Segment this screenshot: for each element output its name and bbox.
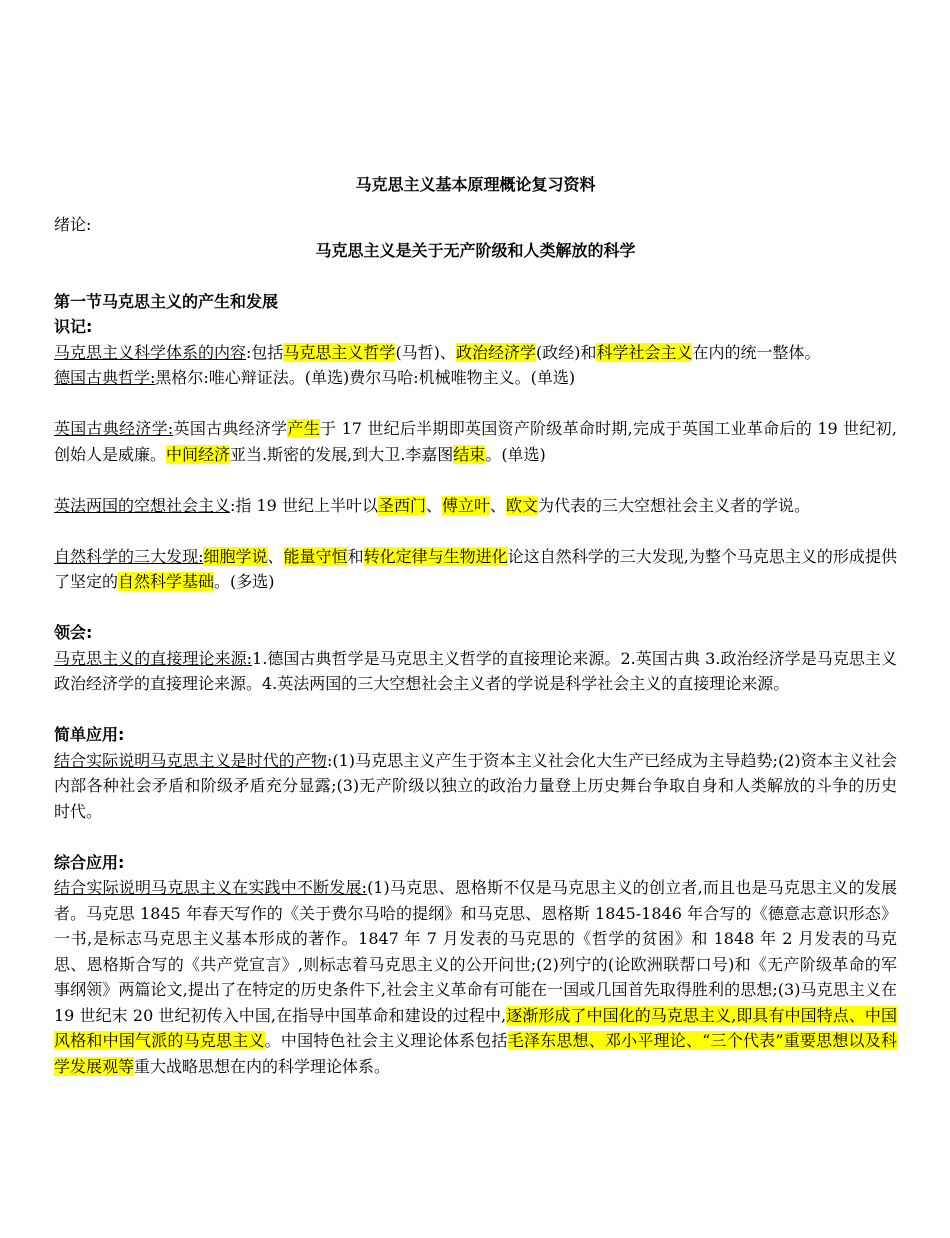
section-heading: 第一节马克思主义的产生和发展 — [54, 291, 279, 311]
highlight: 毛泽东思想、邓小平理论、“三个代表”重要思想以及科学发展观等 — [54, 1031, 897, 1076]
paragraph-marxism-system: 马克思主义科学体系的内容:包括马克思主义哲学(马哲)、政治经济学(政经)和科学社会主义在内的统一整体。 — [54, 342, 821, 362]
highlight: 产生 — [287, 419, 320, 438]
highlight: 圣西门 — [377, 495, 426, 515]
document-page — [54, 170, 897, 1079]
highlight: 马克思主义哲学 — [283, 342, 396, 362]
comprehend-heading: 领会: — [54, 623, 93, 642]
paragraph-science-discoveries: 自然科学的三大发现:细胞学说、能量守恒和转化定律与生物进化论这自然科学的三大发现,为整个马克思主义的形成提供了坚定的自然科学基础。(多选) — [54, 546, 897, 591]
term: 自然科学的三大发现: — [54, 546, 204, 566]
chapter-subtitle: 马克思主义是关于无产阶级和人类解放的科学 — [315, 240, 636, 260]
paragraph-utopian-socialism: 英法两国的空想社会主义:指 19 世纪上半叶以圣西门、傅立叶、欧文为代表的三大空想社会主义者的学说。 — [54, 495, 811, 515]
highlight: 自然科学基础 — [118, 572, 215, 591]
highlight: 政治经济学 — [455, 342, 536, 362]
term: 马克思主义科学体系的内容 — [54, 342, 247, 362]
highlight: 能量守恒 — [283, 546, 348, 566]
highlight: 中间经济 — [166, 444, 231, 464]
comprehensive-apply-heading: 综合应用: — [54, 852, 125, 872]
highlight: 科学社会主义 — [596, 342, 693, 362]
highlight: 逐渐形成了中国化的马克思主义,即具有中国特点、中国风格和中国气派的马克思主义 — [54, 1005, 897, 1050]
term: 结合实际说明马克思主义在实践中不断发展: — [54, 878, 368, 897]
intro-label: 绪论: — [54, 215, 92, 234]
paragraph-theory-sources: 马克思主义的直接理论来源:1.德国古典哲学是马克思主义哲学的直接理论来源。2.英国古典 3.政治经济学是马克思主义政治经济学的直接理论来源。4.英法两国的三大空想社会主义者的学说是科学社会主义的直接理论来源。 — [54, 648, 897, 693]
paragraph-product-of-era: 结合实际说明马克思主义是时代的产物:(1)马克思主义产生于资本主义社会化大生产已经成为主导趋势;(2)资本主义社会内部各种社会矛盾和阶级矛盾充分显露;(3)无产阶级以独立的政治力量登上历史舞台争取自身和人类解放的斗争的历史时代。 — [54, 750, 897, 821]
simple-apply-heading: 简单应用: — [54, 725, 125, 744]
paragraph-british-economics: 英国古典经济学:英国古典经济学产生于 17 世纪后半期即英国资产阶级革命时期,完成于英国工业革命后的 19 世纪初,创始人是威廉。中间经济亚当.斯密的发展,到大卫.李嘉图结束。(单选) — [54, 419, 897, 464]
term: 英国古典经济学: — [54, 419, 174, 438]
highlight: 欧文 — [506, 495, 539, 515]
document-title: 马克思主义基本原理概论复习资料 — [355, 175, 596, 194]
paragraph-development-in-practice: 结合实际说明马克思主义在实践中不断发展:(1)马克思、恩格斯不仅是马克思主义的创立者,而且也是马克思主义的发展者。马克思 1845 年春天写作的《关于费尔马哈的提纲》和马克思、恩格斯 1845-1846 年合写的《德意志意识形态》一书,是标志马克思主义基本形成的著作。1847 年 7 月发表的马克思的《哲学的贫困》和 1848 年 2 月发表的马克思、恩格斯合写的《共产党宣言》,则标志着马克思主义的公开问世;(2)列宁的(论欧洲联帮口号)和《无产阶级革命的军事纲领》两篇论文,提出了在特定的历史条件下,社会主义革命有可能在一国或几国首先取得胜利的思想;(3)马克思主义在 19 世纪末 20 世纪初传入中国,在指导中国革命和建设的过程中,逐渐形成了中国化的马克思主义,即具有中国特点、中国风格和中国气派的马克思主义。中国特色社会主义理论体系包括毛泽东思想、邓小平理论、“三个代表”重要思想以及科学发展观等重大战略思想在内的科学理论体系。 — [54, 878, 897, 1076]
highlight: 转化定律与生物进化 — [363, 546, 508, 566]
term: 结合实际说明马克思主义是时代的产物 — [54, 750, 327, 770]
memorize-heading: 识记: — [54, 317, 93, 336]
term: 马克思主义的直接理论来源: — [54, 648, 253, 668]
paragraph-german-philosophy: 德国古典哲学:黑格尔:唯心辩证法。(单选)费尔马哈:机械唯物主义。(单选) — [54, 368, 576, 387]
highlight: 细胞学说 — [203, 546, 268, 566]
term: 德国古典哲学: — [54, 368, 156, 387]
highlight: 傅立叶 — [441, 495, 490, 515]
highlight: 结束 — [453, 444, 486, 464]
term: 英法两国的空想社会主义 — [54, 495, 231, 515]
